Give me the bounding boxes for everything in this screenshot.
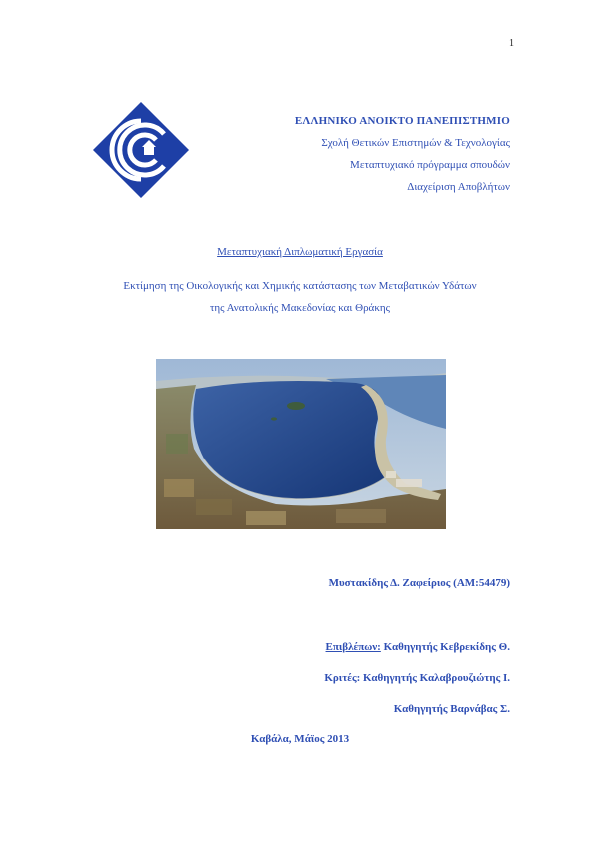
thesis-title xyxy=(0,275,600,319)
specialization-name: Διαχείριση Αποβλήτων xyxy=(407,181,510,193)
thesis-title-line-2: της Ανατολικής Μακεδονίας και Θράκης xyxy=(210,302,390,314)
lagoon-aerial-photo xyxy=(156,359,446,529)
page-number: 1 xyxy=(509,38,514,49)
supervisor-name: Καθηγητής Κεβρεκίδης Θ. xyxy=(383,641,510,653)
place-date: Καβάλα, Μάϊος 2013 xyxy=(250,733,350,745)
thesis-title-line-1: Εκτίμηση της Οικολογικής και Χημικής κατάστασης των Μεταβατικών Υδάτων xyxy=(123,280,477,292)
supervisor-label: Επιβλέπων: xyxy=(325,641,381,653)
program-name: Μεταπτυχιακό πρόγραμμα σπουδών xyxy=(350,159,510,171)
university-logo xyxy=(92,101,190,199)
examiner-line xyxy=(324,672,510,684)
school-name: Σχολή Θετικών Επιστημών & Τεχνολογίας xyxy=(321,137,510,149)
university-header xyxy=(295,110,510,198)
examiner-name-1: Καθηγητής Καλαβρουζιώτης Ι. xyxy=(363,672,510,684)
examiner-name-2: Καθηγητής Βαρνάβας Σ. xyxy=(393,703,510,715)
author-name: Μυστακίδης Δ. Ζαφείριος (ΑΜ:54479) xyxy=(328,577,510,589)
university-name: ΕΛΛΗΝΙΚΟ ΑΝΟΙΚΤΟ ΠΑΝΕΠΙΣΤΗΜΙΟ xyxy=(294,115,510,127)
thesis-type: Μεταπτυχιακή Διπλωματική Εργασία xyxy=(217,246,383,258)
supervisor-line xyxy=(326,641,510,653)
examiners-label: Κριτές: xyxy=(324,672,361,684)
